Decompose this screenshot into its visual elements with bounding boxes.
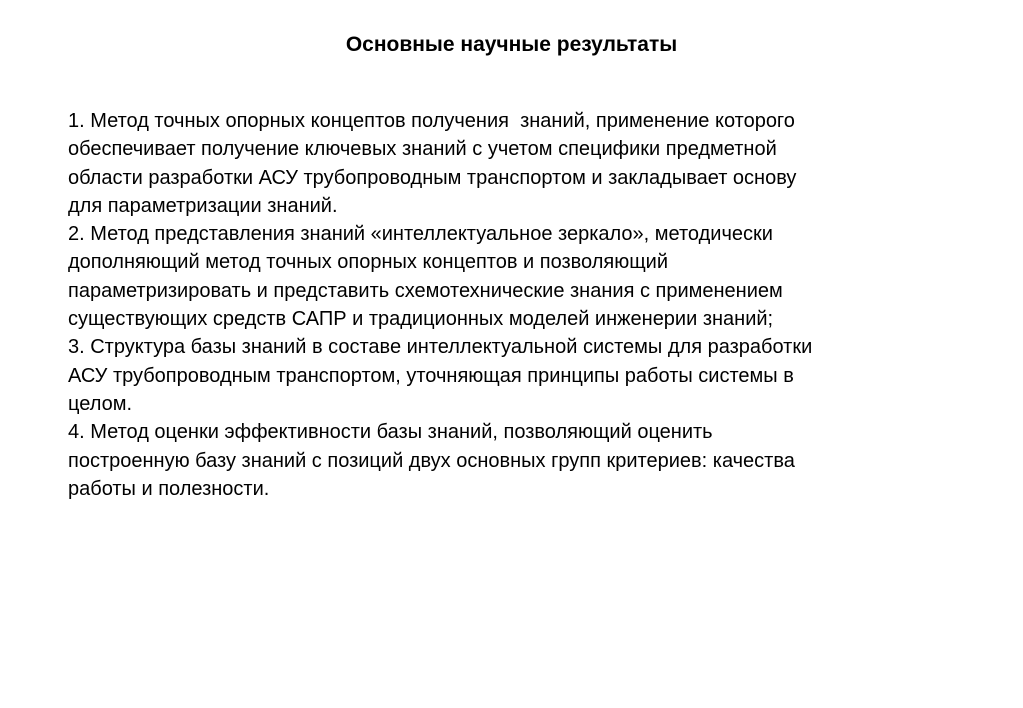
result-1-line-2: обеспечивает получение ключевых знаний с учетом специфики предметной: [68, 138, 777, 161]
result-1-line-4: для параметризации знаний.: [68, 194, 338, 217]
result-3-line-1: 3. Структура базы знаний в составе интеллектуальной системы для разработки: [68, 336, 813, 359]
result-2-line-4: существующих средств САПР и традиционных моделей инженерии знаний;: [68, 308, 774, 331]
result-item-3: [68, 333, 968, 418]
result-2-line-2: дополняющий метод точных опорных концептов и позволяющий: [68, 251, 669, 274]
result-1-line-1: 1. Метод точных опорных концептов получения знаний, применение которого: [68, 110, 795, 132]
result-item-2: [68, 220, 968, 333]
result-4-line-1: 4. Метод оценки эффективности базы знаний, позволяющий оценить: [68, 421, 713, 444]
result-1-line-3: области разработки АСУ трубопроводным транспортом и закладывает основу: [68, 166, 797, 189]
result-3-line-3: целом.: [68, 392, 133, 415]
results-list: [68, 107, 968, 503]
result-4-line-2: построенную базу знаний с позиций двух основных групп критериев: качества: [68, 449, 795, 472]
result-3-line-2: АСУ трубопроводным транспортом, уточняющая принципы работы системы в: [68, 364, 794, 387]
result-item-1: [68, 107, 968, 220]
result-2-line-1: 2. Метод представления знаний «интеллектуальное зеркало», методически: [68, 223, 773, 246]
slide-title: Основные научные результаты: [345, 33, 678, 56]
result-4-line-3: работы и полезности.: [68, 477, 270, 500]
result-2-line-3: параметризировать и представить схемотехнические знания с применением: [68, 279, 783, 302]
result-item-4: [68, 418, 968, 503]
